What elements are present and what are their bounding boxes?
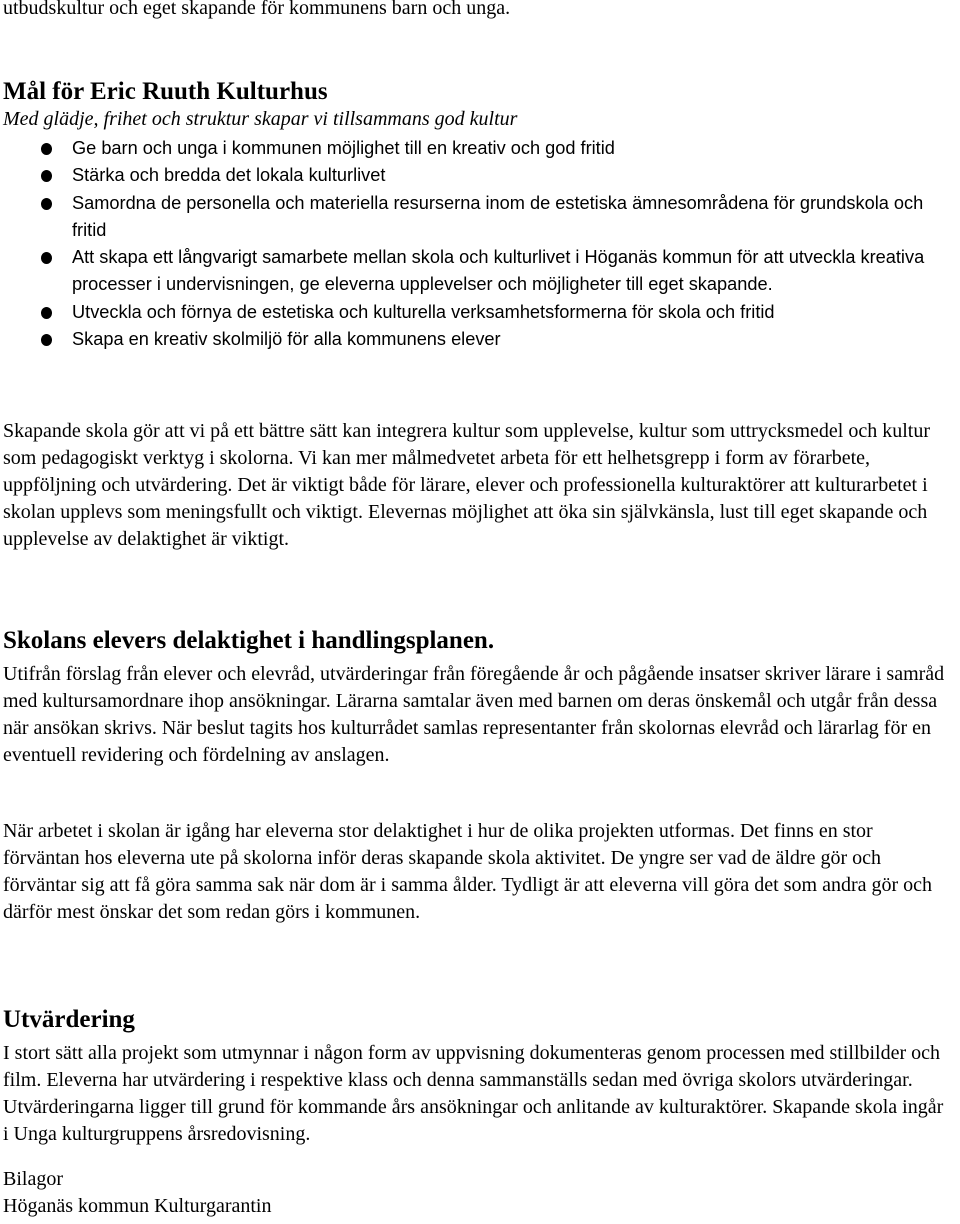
evaluation-heading: Utvärdering bbox=[3, 1006, 135, 1033]
goal-item bbox=[3, 135, 953, 162]
bullet-icon bbox=[41, 334, 52, 346]
goals-motto: Med glädje, frihet och struktur skapar vi tillsammans god kultur bbox=[3, 108, 518, 130]
participation-heading: Skolans elevers delaktighet i handlingsplanen. bbox=[3, 627, 495, 654]
attachments-label: Bilagor bbox=[3, 1168, 63, 1190]
goal-text: Skapa en kreativ skolmiljö för alla kommunens elever bbox=[72, 329, 501, 350]
goal-text: Att skapa ett långvarigt samarbete mellan skola och kulturlivet i Höganäs kommun för att utveckla kreativa processer i undervisningen, ge eleverna upplevelser och möjligheter till eget skapande. bbox=[72, 247, 925, 295]
goal-text: Utveckla och förnya de estetiska och kulturella verksamhetsformerna för skola och fritid bbox=[72, 301, 775, 322]
bullet-icon bbox=[41, 198, 52, 210]
attachment-item: Höganäs kommun Kulturgarantin bbox=[3, 1195, 272, 1217]
goal-item bbox=[3, 299, 953, 326]
participation-paragraph-2: När arbetet i skolan är igång har eleverna stor delaktighet i hur de olika projekten utformas. Det finns en stor förväntan hos eleverna ute på skolorna inför deras skapande skola aktivitet. De yngre ser vad de äldre gör och förväntar sig att få göra samma sak när dom är i samma ålder. Tydligt är att eleverna vill göra det som andra gör och därför mest önskar det som redan görs i kommunen. bbox=[3, 820, 933, 923]
participation-paragraph-1: Utifrån förslag från elever och elevråd, utvärderingar från föregående år och pågående insatser skriver lärare i samråd med kultursamordnare ihop ansökningar. Lärarna samtalar även med barnen om deras önskemål och utgår från dessa när ansökan skrivs. När beslut tagits hos kulturrådet samlas representanter från skolornas elevråd och lärarlag för en eventuell revidering och fördelning av anslagen. bbox=[3, 663, 945, 766]
evaluation-paragraph: I stort sätt alla projekt som utmynnar i någon form av uppvisning dokumenteras genom processen med stillbilder och film. Eleverna har utvärdering i respektive klass och denna sammanställs sedan med övriga skolors utvärderingar. Utvärderingarna ligger till grund för kommande års ansökningar och anlitande av kulturaktörer. Skapande skola ingår i Unga kulturgruppens årsredovisning. bbox=[3, 1042, 944, 1145]
intro-fragment: utbudskultur och eget skapande för kommunens barn och unga. bbox=[3, 0, 511, 19]
bullet-icon bbox=[41, 143, 52, 155]
goal-text: Stärka och bredda det lokala kulturlivet bbox=[72, 165, 386, 186]
goal-item bbox=[3, 190, 953, 245]
skapande-skola-paragraph: Skapande skola gör att vi på ett bättre sätt kan integrera kultur som upplevelse, kultur som uttrycksmedel och kultur som pedagogiskt verktyg i skolorna. Vi kan mer målmedvetet arbeta för ett helhetsgrepp i form av förarbete, uppföljning och utvärdering. Det är viktigt både för lärare, elever och professionella kulturaktörer att kulturarbetet i skolan upplevs som meningsfullt och viktigt. Elevernas möjlighet att öka sin självkänsla, lust till eget skapande och upplevelse av delaktighet är viktigt. bbox=[3, 420, 930, 550]
goals-heading: Mål för Eric Ruuth Kulturhus bbox=[3, 78, 328, 105]
goal-item bbox=[3, 326, 953, 353]
goal-item bbox=[3, 244, 953, 299]
goal-item bbox=[3, 162, 953, 189]
goals-list bbox=[3, 135, 953, 353]
bullet-icon bbox=[41, 170, 52, 182]
goal-text: Samordna de personella och materiella resurserna inom de estetiska ämnesområdena för grundskola och fritid bbox=[72, 192, 924, 240]
bullet-icon bbox=[41, 252, 52, 264]
goal-text: Ge barn och unga i kommunen möjlighet till en kreativ och god fritid bbox=[72, 138, 615, 158]
attachments-section bbox=[3, 1166, 271, 1220]
bullet-icon bbox=[41, 307, 52, 319]
